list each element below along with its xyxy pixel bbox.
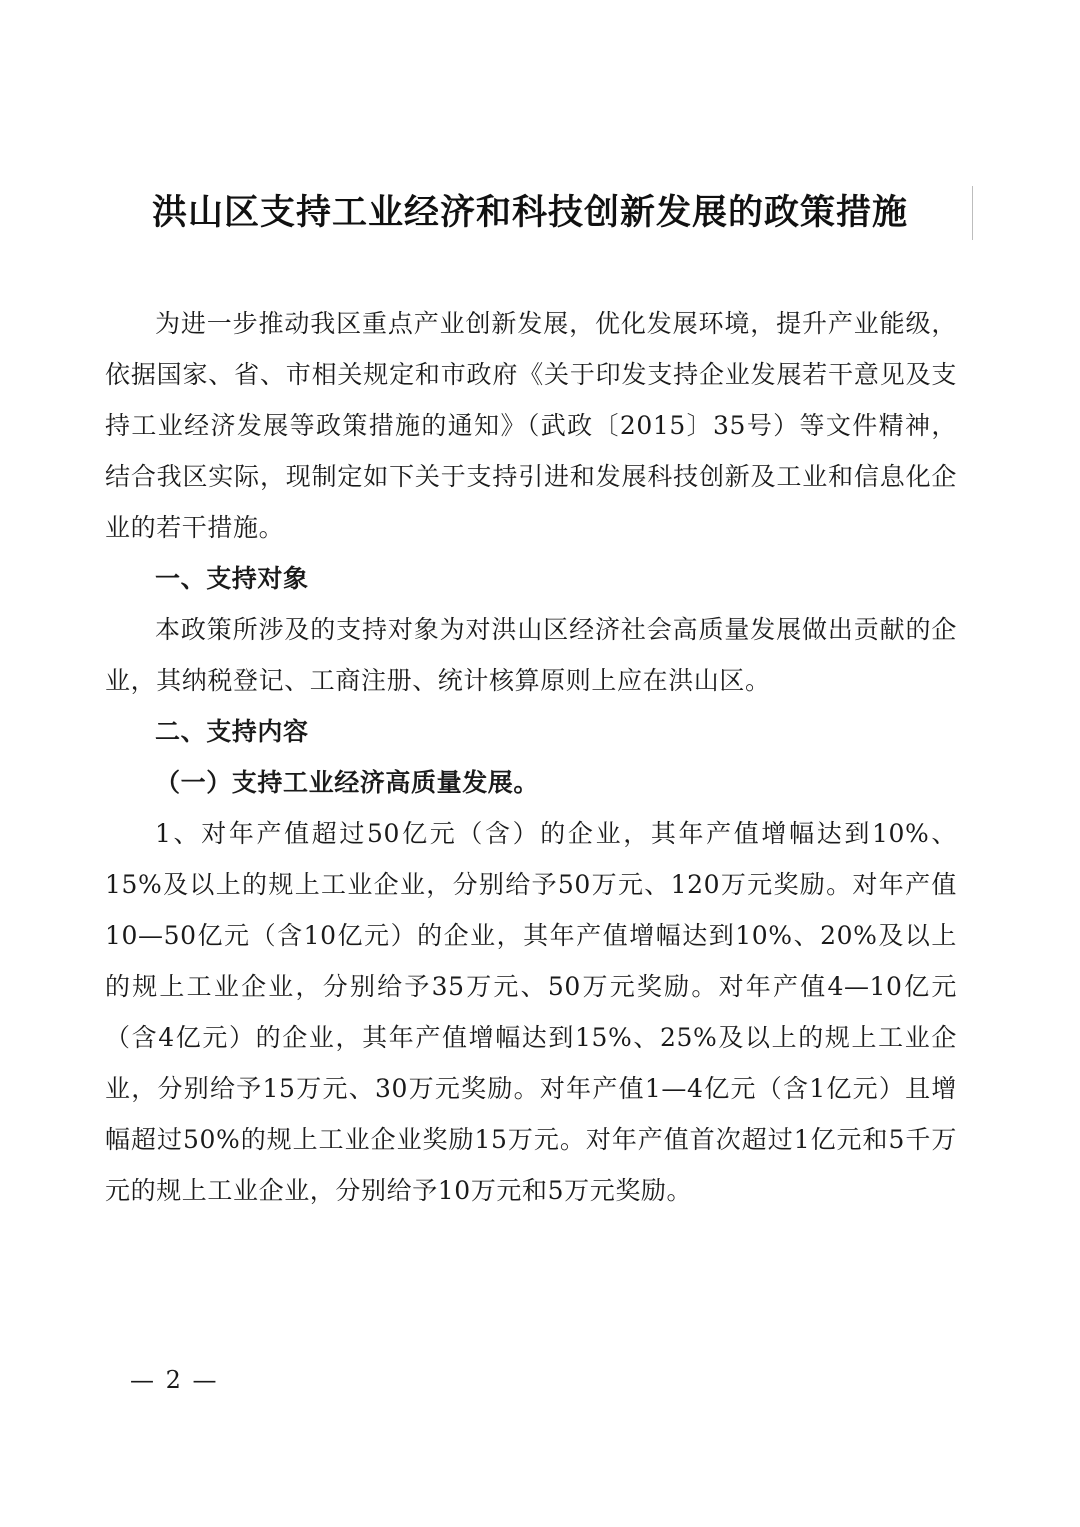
margin-rule [972,186,973,240]
section-heading-support-content: 二、支持内容 [155,717,309,746]
document-title: 洪山区支持工业经济和科技创新发展的政策措施 [151,193,908,233]
page-number: — 2 — [130,1366,219,1394]
subsection-heading-industrial-economy: （一）支持工业经济高质量发展。 [155,768,540,797]
intro-paragraph: 为进一步推动我区重点产业创新发展，优化发展环境，提升产业能级，依据国家、省、市相关规定和市政府《关于印发支持企业发展若干意见及支持工业经济发展等政策措施的通知》（武政〔2015〕35号）等文件精神，结合我区实际，现制定如下关于支持引进和发展科技创新及工业和信息化企业的若干措施。 [105,309,957,542]
item-1-paragraph: 1、对年产值超过50亿元（含）的企业，其年产值增幅达到10%、15%及以上的规上工业企业，分别给予50万元、120万元奖励。对年产值10—50亿元（含10亿元）的企业，其年产值增幅达到10%、20%及以上的规上工业企业，分别给予35万元、50万元奖励。对年产值4—10亿元（含4亿元）的企业，其年产值增幅达到15%、25%及以上的规上工业企业，分别给予15万元、30万元奖励。对年产值1—4亿元（含1亿元）且增幅超过50%的规上工业企业奖励15万元。对年产值首次超过1亿元和5千万元的规上工业企业，分别给予10万元和5万元奖励。 [105,819,957,1205]
section-heading-support-target: 一、支持对象 [155,564,309,593]
support-target-paragraph: 本政策所涉及的支持对象为对洪山区经济社会高质量发展做出贡献的企业，其纳税登记、工商注册、统计核算原则上应在洪山区。 [105,615,957,695]
document-body [105,298,957,1216]
